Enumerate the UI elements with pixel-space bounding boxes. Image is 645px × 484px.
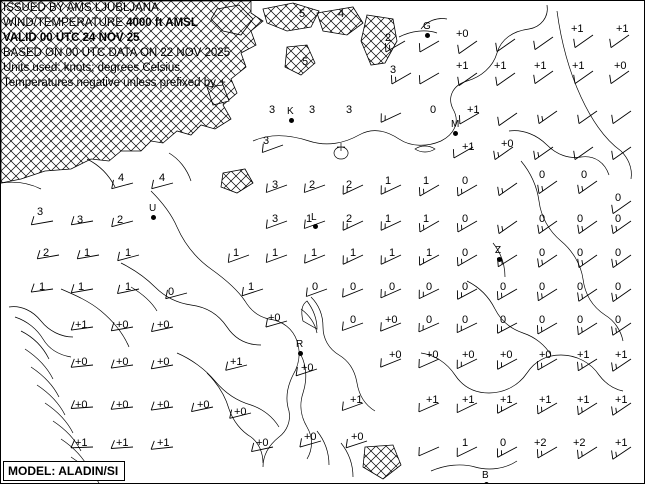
model-label: MODEL: ALADIN/SI bbox=[3, 461, 125, 481]
temperature-value: 2 bbox=[346, 179, 353, 191]
temperature-value: 0 bbox=[539, 213, 546, 225]
header-product: WIND/TEMPERATURE 4000 ft AMSL bbox=[3, 17, 198, 29]
temperature-value: +2 bbox=[534, 437, 547, 449]
temperature-value: +1 bbox=[577, 349, 590, 361]
wind-barb bbox=[574, 71, 593, 84]
wind-barb bbox=[538, 111, 557, 124]
temperature-value: +0 bbox=[197, 399, 210, 411]
temperature-value: 0 bbox=[500, 437, 507, 449]
station-marker bbox=[289, 118, 294, 123]
temperature-value: 0 bbox=[312, 281, 319, 293]
temperature-value: 3 bbox=[346, 104, 353, 116]
temperature-value: +0 bbox=[426, 349, 439, 361]
temperature-value: 0 bbox=[615, 314, 622, 326]
temperature-value: 5 bbox=[299, 8, 306, 20]
wind-barb bbox=[381, 113, 401, 122]
temperature-value: 0 bbox=[577, 247, 584, 259]
station-marker bbox=[497, 257, 502, 262]
temperature-value: +0 bbox=[351, 431, 364, 443]
temperature-value: +2 bbox=[573, 437, 586, 449]
station-label: B bbox=[482, 470, 489, 481]
temperature-value: 1 bbox=[248, 281, 255, 293]
temperature-value: 1 bbox=[426, 247, 433, 259]
station-label: U bbox=[149, 203, 157, 214]
temperature-value: +1 bbox=[462, 141, 475, 153]
temperature-value: 1 bbox=[84, 247, 91, 259]
temperature-value: +0 bbox=[157, 399, 170, 411]
temperature-value: 0 bbox=[615, 247, 622, 259]
temperature-value: +1 bbox=[494, 60, 507, 72]
temperature-value: +0 bbox=[462, 349, 475, 361]
temperature-value: 1 bbox=[385, 175, 392, 187]
temperature-value: +1 bbox=[615, 437, 628, 449]
temperature-value: +1 bbox=[500, 394, 513, 406]
temperature-value: 1 bbox=[311, 247, 318, 259]
temperature-value: 2 bbox=[346, 213, 353, 225]
temperature-value: 0 bbox=[500, 281, 507, 293]
temperature-value: 0 bbox=[577, 314, 584, 326]
temperature-value: +0 bbox=[301, 362, 314, 374]
temperature-value: +1 bbox=[462, 394, 475, 406]
wind-barb bbox=[612, 147, 631, 160]
temperature-value: 0 bbox=[539, 314, 546, 326]
station-label: Z bbox=[495, 245, 502, 256]
temperature-value: 1 bbox=[125, 281, 132, 293]
temperature-value: +0 bbox=[389, 349, 402, 361]
temperature-value: +0 bbox=[234, 406, 247, 418]
temperature-value: 1 bbox=[462, 437, 469, 449]
temperature-value: +1 bbox=[75, 319, 88, 331]
temperature-value: 0 bbox=[426, 281, 433, 293]
temperature-value: 1 bbox=[125, 247, 132, 259]
station-label: R bbox=[296, 339, 304, 350]
temperature-value: 3 bbox=[263, 135, 270, 147]
temperature-value: +1 bbox=[157, 437, 170, 449]
header-based-on: BASED ON 00 UTC DATA ON 22 NOV 2025 bbox=[3, 47, 231, 59]
temperature-value: 1 bbox=[78, 281, 85, 293]
temperature-value: 0 bbox=[462, 281, 469, 293]
wind-barb bbox=[419, 447, 439, 456]
temperature-value: 4 bbox=[118, 172, 125, 184]
temperature-value: 0 bbox=[350, 281, 357, 293]
temperature-value: 4 bbox=[159, 172, 166, 184]
wind-barb bbox=[498, 113, 517, 126]
temperature-value: 0 bbox=[462, 213, 469, 225]
temperature-value: +1 bbox=[571, 23, 584, 35]
temperature-value: 0 bbox=[500, 314, 507, 326]
temperature-value: 0 bbox=[615, 213, 622, 225]
temperature-value: +1 bbox=[467, 104, 480, 116]
temperature-value: 2 bbox=[385, 32, 392, 44]
wind-barb bbox=[498, 221, 517, 234]
temperature-value: +1 bbox=[456, 60, 469, 72]
temperature-value: 5 bbox=[302, 56, 309, 68]
wind-barb bbox=[496, 73, 515, 86]
temperature-value: +0 bbox=[304, 431, 317, 443]
temperature-value: 3 bbox=[309, 104, 316, 116]
station-label: M bbox=[451, 119, 460, 130]
temperature-value: +1 bbox=[350, 394, 363, 406]
temperature-value: +0 bbox=[75, 356, 88, 368]
station-marker bbox=[151, 215, 156, 220]
header-block bbox=[3, 1, 230, 91]
temperature-value: 1 bbox=[423, 213, 430, 225]
wind-barb bbox=[578, 181, 597, 194]
header-valid: VALID 00 UTC 24 NOV 25 bbox=[3, 32, 140, 44]
temperature-value: 0 bbox=[462, 247, 469, 259]
temperature-value: 1 bbox=[423, 175, 430, 187]
temperature-value: 0 bbox=[615, 281, 622, 293]
temperature-value: 1 bbox=[350, 247, 357, 259]
temperature-value: +1 bbox=[577, 394, 590, 406]
temperature-value: 0 bbox=[426, 314, 433, 326]
temperature-value: 0 bbox=[389, 281, 396, 293]
header-issuer: ISSUED BY AMS LJUBLJANA bbox=[3, 2, 159, 14]
station-marker bbox=[453, 131, 458, 136]
temperature-value: 1 bbox=[306, 213, 313, 225]
temperature-value: +0 bbox=[157, 356, 170, 368]
station-marker bbox=[425, 33, 430, 38]
temperature-value: 1 bbox=[385, 213, 392, 225]
temperature-value: +1 bbox=[616, 23, 629, 35]
temperature-value: 3 bbox=[272, 179, 279, 191]
wind-barb bbox=[538, 181, 557, 194]
temperature-value: +1 bbox=[116, 437, 129, 449]
temperature-value: +1 bbox=[426, 394, 439, 406]
wind-barb bbox=[419, 41, 439, 52]
temperature-value: 0 bbox=[539, 169, 546, 181]
temperature-value: 2 bbox=[309, 179, 316, 191]
wind-barb bbox=[534, 71, 553, 84]
temperature-value: +1 bbox=[615, 394, 628, 406]
header-level: 4000 ft AMSL bbox=[126, 17, 198, 29]
station-label: L bbox=[311, 212, 317, 223]
temperature-value: 0 bbox=[168, 286, 175, 298]
wind-barb bbox=[419, 73, 439, 84]
temperature-value: 1 bbox=[389, 247, 396, 259]
temperature-value: 0 bbox=[577, 213, 584, 225]
station-marker bbox=[298, 351, 303, 356]
temperature-value: +0 bbox=[385, 314, 398, 326]
temperature-value: +0 bbox=[116, 399, 129, 411]
temperature-value: 1 bbox=[272, 247, 279, 259]
temperature-value: 0 bbox=[462, 314, 469, 326]
temperature-value: 0 bbox=[581, 169, 588, 181]
temperature-value: 0 bbox=[350, 314, 357, 326]
temperature-value: 3 bbox=[77, 214, 84, 226]
temperature-value: 3 bbox=[37, 206, 44, 218]
wind-barb bbox=[498, 183, 517, 196]
station-label: G bbox=[423, 21, 431, 32]
temperature-value: +0 bbox=[157, 319, 170, 331]
temperature-value: +1 bbox=[534, 60, 547, 72]
header-temp-note: Temperatures negative unless prefixed by + bbox=[3, 77, 226, 89]
temperature-value: +0 bbox=[75, 399, 88, 411]
temperature-value: +1 bbox=[539, 394, 552, 406]
temperature-value: +1 bbox=[615, 349, 628, 361]
temperature-value: +0 bbox=[256, 437, 269, 449]
temperature-value: 0 bbox=[539, 281, 546, 293]
wind-barb bbox=[610, 71, 629, 84]
temperature-value: 2 bbox=[43, 247, 50, 259]
temperature-value: +0 bbox=[539, 349, 552, 361]
temperature-value: +1 bbox=[230, 356, 243, 368]
temperature-value: 0 bbox=[615, 192, 622, 204]
temperature-value: 3 bbox=[390, 64, 397, 76]
temperature-value: 3 bbox=[272, 213, 279, 225]
temperature-value: 0 bbox=[577, 281, 584, 293]
temperature-value: 1 bbox=[39, 281, 46, 293]
station-marker bbox=[313, 224, 318, 229]
temperature-value: +0 bbox=[500, 349, 513, 361]
temperature-value: 2 bbox=[117, 214, 124, 226]
temperature-value: +0 bbox=[614, 60, 627, 72]
temperature-value: +0 bbox=[116, 319, 129, 331]
station-label: K bbox=[287, 106, 294, 117]
temperature-value: 1 bbox=[233, 247, 240, 259]
temperature-value: 0 bbox=[430, 104, 437, 116]
wind-barb bbox=[612, 111, 631, 124]
wind-barb bbox=[496, 39, 515, 52]
temperature-value: +1 bbox=[572, 60, 585, 72]
temperature-value: +0 bbox=[268, 312, 281, 324]
wind-barb bbox=[574, 35, 593, 48]
temperature-value: +0 bbox=[501, 138, 514, 150]
temperature-value: 4 bbox=[338, 8, 345, 20]
temperature-value: 0 bbox=[462, 175, 469, 187]
wind-barb bbox=[610, 35, 629, 48]
temperature-value: +0 bbox=[116, 356, 129, 368]
wind-barb bbox=[458, 41, 477, 54]
temperature-value: 3 bbox=[269, 104, 276, 116]
temperature-value: 0 bbox=[539, 247, 546, 259]
temperature-value: +0 bbox=[456, 28, 469, 40]
wind-barb bbox=[534, 37, 553, 50]
temperature-value: +1 bbox=[75, 437, 88, 449]
header-units: Units used: knots; degrees Celsius bbox=[3, 62, 181, 74]
wind-barb bbox=[534, 147, 553, 160]
